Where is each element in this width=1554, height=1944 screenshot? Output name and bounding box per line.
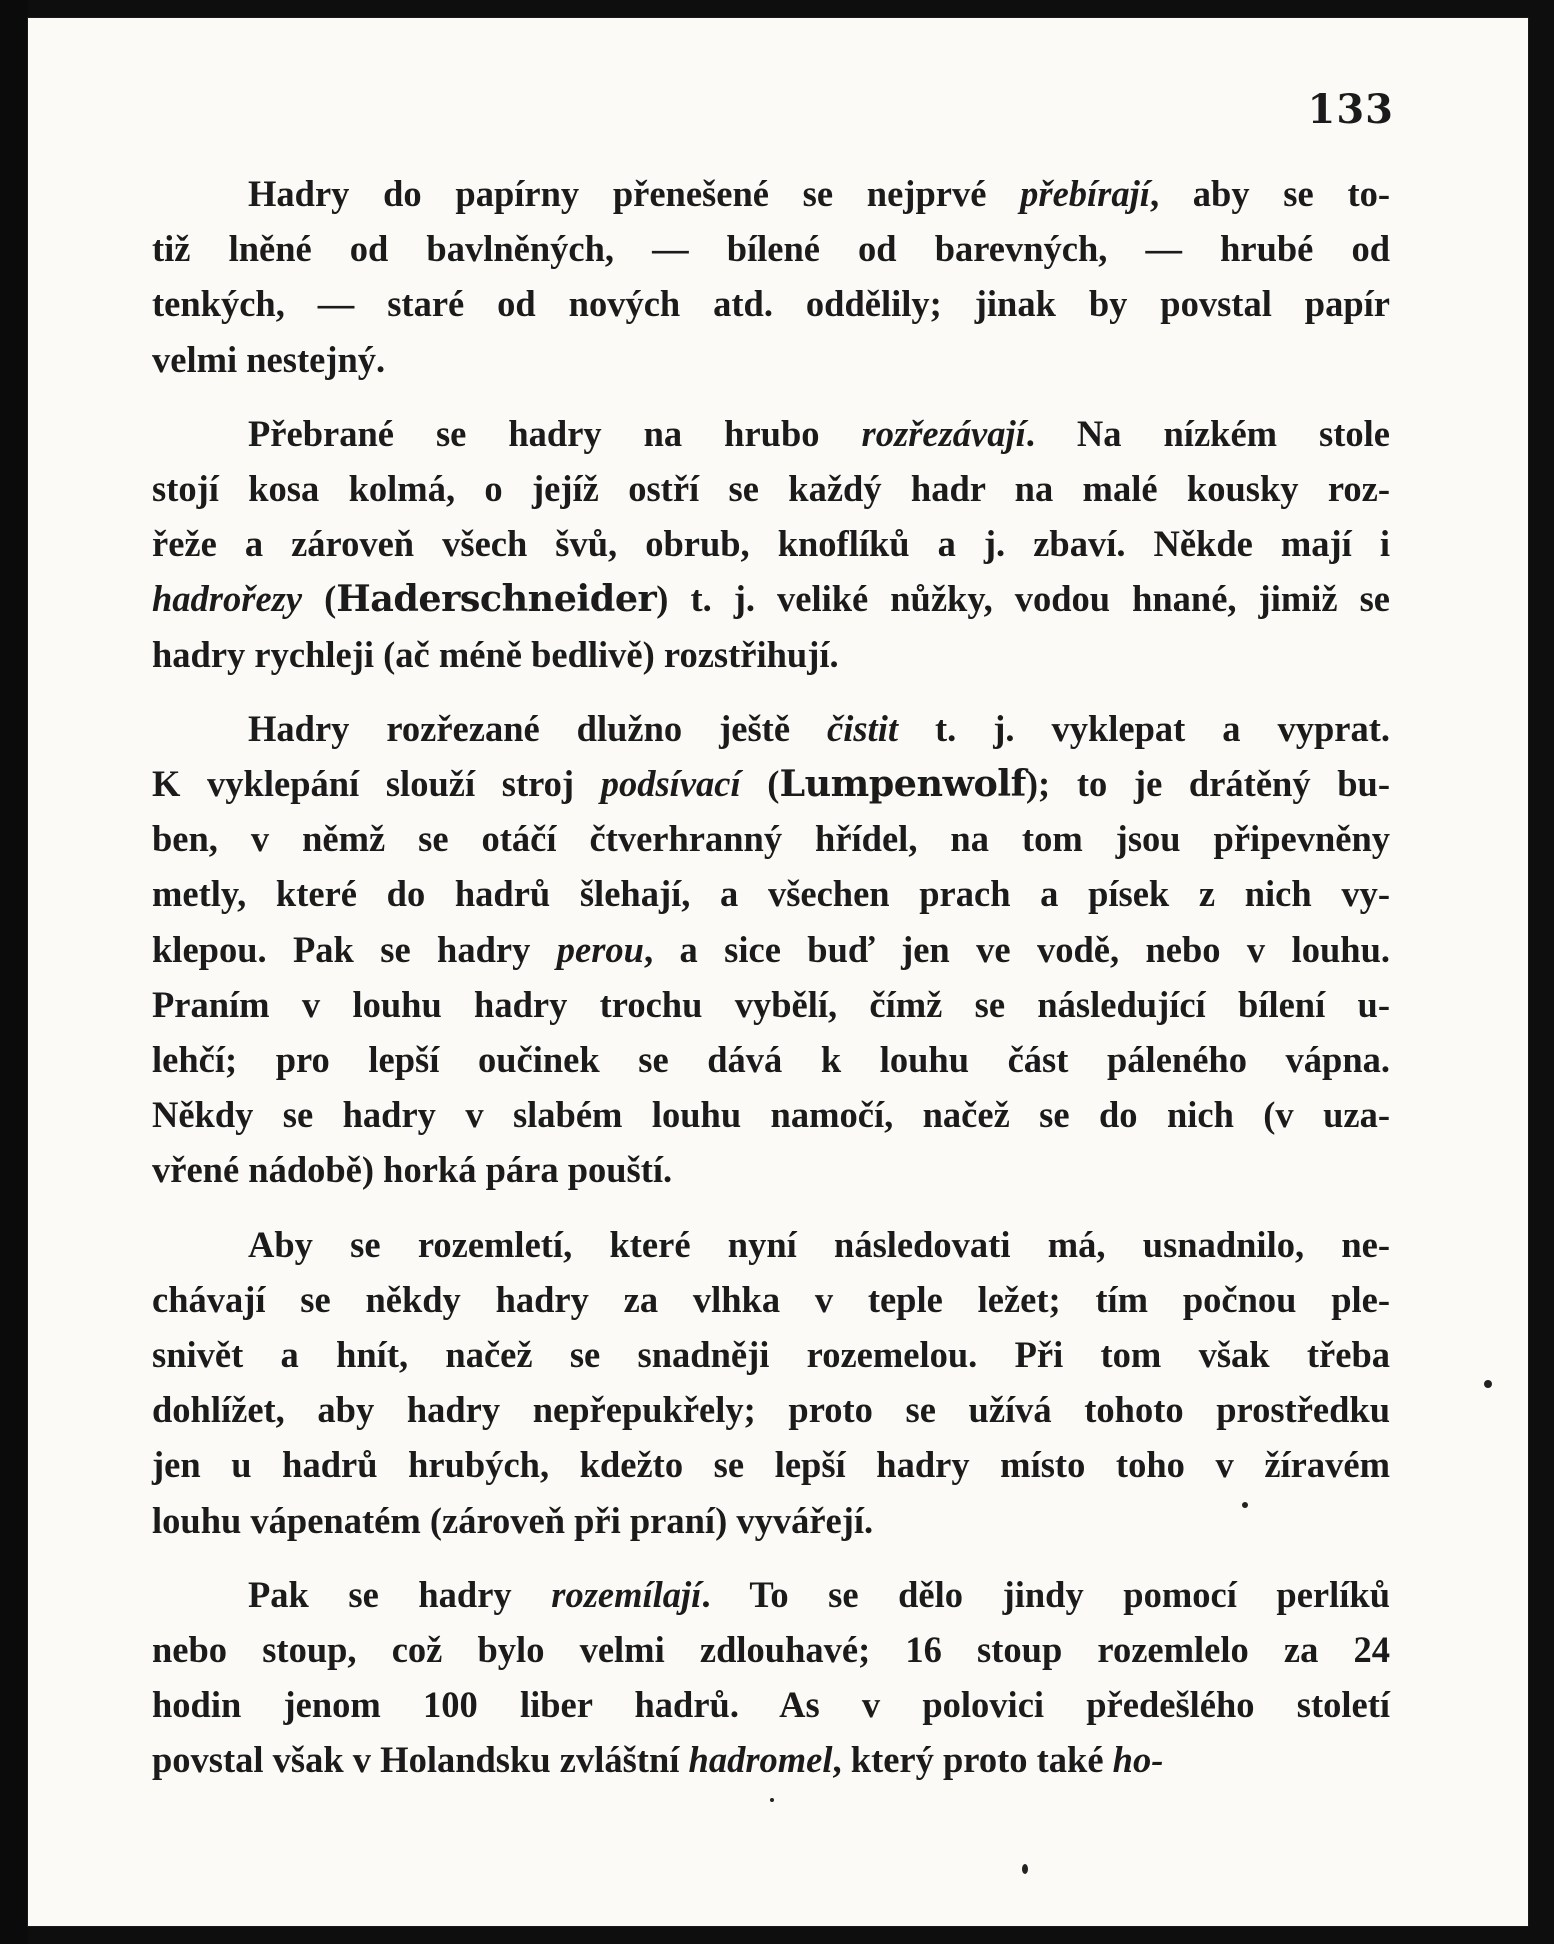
page-number: 133 bbox=[1307, 86, 1394, 133]
text-line bbox=[152, 332, 1390, 387]
text-run: řeže a zároveň všech švů, obrub, knoflíků a j. zbaví. Někde mají i bbox=[152, 523, 1390, 565]
text-line bbox=[152, 166, 1390, 221]
text-line bbox=[152, 461, 1390, 516]
text-line bbox=[152, 276, 1390, 331]
emphasized-term: hadrořezy bbox=[152, 578, 303, 620]
emphasized-term: hadromel bbox=[688, 1739, 833, 1781]
text-line bbox=[152, 1142, 1390, 1197]
text-run: lehčí; pro lepší oučinek se dává k louhu část páleného vápna. bbox=[152, 1039, 1390, 1081]
text-line bbox=[152, 1437, 1390, 1492]
text-run: ( bbox=[302, 578, 337, 620]
text-run: , a sice buď jen ve vodě, nebo v louhu. bbox=[643, 928, 1390, 970]
emphasized-term: podsívací bbox=[600, 763, 741, 805]
emphasized-term: ho- bbox=[1112, 1739, 1164, 1781]
text-run: snivět a hnít, načež se snadněji rozemelou. Při tom však třeba bbox=[152, 1334, 1390, 1376]
text-line bbox=[152, 1087, 1390, 1142]
text-line bbox=[152, 1732, 1390, 1787]
text-run: tenkých, — staré od nových atd. oddělily; jinak by povstal papír bbox=[152, 283, 1390, 325]
text-line bbox=[152, 627, 1390, 682]
text-line bbox=[152, 406, 1390, 461]
scan-border bbox=[0, 0, 28, 1944]
text-line bbox=[152, 1382, 1390, 1437]
text-run: t. j. vyklepat a vyprat. bbox=[897, 707, 1391, 749]
text-line bbox=[152, 1622, 1390, 1677]
scan-speck bbox=[1022, 1864, 1028, 1874]
text-run: metly, které do hadrů šlehají, a všechen prach a písek z nich vy- bbox=[152, 873, 1390, 915]
text-run: . To se dělo jindy pomocí perlíků bbox=[701, 1573, 1390, 1615]
text-run: klepou. Pak se hadry bbox=[152, 928, 557, 970]
text-run: nebo stoup, což bylo velmi zdlouhavé; 16 stoup rozemlelo za 24 bbox=[152, 1629, 1390, 1671]
scan-speck bbox=[1242, 1502, 1248, 1508]
paragraph bbox=[152, 406, 1390, 682]
text-run: ) t. j. veliké nůžky, vodou hnané, jimiž se bbox=[656, 578, 1390, 620]
text-run: povstal však v Holandsku zvláštní bbox=[152, 1739, 689, 1781]
scan-speck bbox=[1484, 1380, 1492, 1388]
emphasized-term: přebírají bbox=[1020, 173, 1150, 214]
text-run: ( bbox=[740, 763, 780, 805]
text-run: Hadry rozřezané dlužno ještě bbox=[248, 707, 828, 749]
text-line bbox=[152, 701, 1390, 756]
paragraph bbox=[152, 1217, 1390, 1548]
text-line bbox=[152, 1677, 1390, 1732]
text-line bbox=[152, 1327, 1390, 1382]
text-run: . Na nízkém stole bbox=[1025, 412, 1390, 454]
text-line bbox=[152, 1032, 1390, 1087]
emphasized-term: perou bbox=[556, 928, 644, 970]
text-line bbox=[152, 1217, 1390, 1272]
text-line bbox=[152, 866, 1390, 921]
emphasized-term: rozřezávají bbox=[861, 412, 1026, 454]
text-run: ); to je drátěný bu- bbox=[1025, 763, 1390, 805]
text-line bbox=[152, 1567, 1390, 1622]
text-line bbox=[152, 756, 1390, 811]
text-run: jen u hadrů hrubých, kdežto se lepší hadry místo toho v žíravém bbox=[152, 1444, 1390, 1486]
text-run: Praním v louhu hadry trochu vybělí, čímž se následující bílení u- bbox=[152, 983, 1390, 1025]
text-line bbox=[152, 516, 1390, 571]
text-run: stojí kosa kolmá, o jejíž ostří se každý hadr na malé kousky roz- bbox=[152, 468, 1390, 510]
text-run: chávají se někdy hadry za vlhka v teple ležet; tím počnou ple- bbox=[152, 1278, 1390, 1320]
text-run: Někdy se hadry v slabém louhu namočí, načež se do nich (v uza- bbox=[152, 1094, 1390, 1136]
text-run: Aby se rozemletí, které nyní následovati má, usnadnilo, ne- bbox=[248, 1223, 1390, 1265]
text-line bbox=[152, 1493, 1390, 1548]
text-run: louhu vápenatém (zároveň při praní) vyvářejí. bbox=[152, 1499, 874, 1541]
text-run: tiž lněné od bavlněných, — bílené od barevných, — hrubé od bbox=[152, 228, 1390, 270]
text-run: Pak se hadry bbox=[248, 1573, 552, 1615]
paragraph bbox=[152, 166, 1390, 387]
text-run: hadry rychleji (ač méně bedlivě) rozstřihují. bbox=[152, 633, 839, 675]
german-term: Haderschneider bbox=[336, 577, 657, 621]
text-line bbox=[152, 922, 1390, 977]
text-line bbox=[152, 1272, 1390, 1327]
text-run: Přebrané se hadry na hrubo bbox=[248, 412, 862, 454]
text-run: velmi nestejný. bbox=[152, 338, 386, 380]
text-line bbox=[152, 811, 1390, 866]
text-run: ben, v němž se otáčí čtverhranný hřídel, na tom jsou připevněny bbox=[152, 818, 1390, 860]
text-run: Hadry do papírny přenešené se nejprvé bbox=[248, 173, 1021, 214]
text-line bbox=[152, 977, 1390, 1032]
book-page bbox=[28, 18, 1528, 1926]
german-term: Lumpenwolf bbox=[779, 762, 1026, 806]
body-text bbox=[152, 166, 1390, 1807]
text-line bbox=[152, 221, 1390, 276]
text-run: vřené nádobě) horká pára pouští. bbox=[152, 1149, 673, 1191]
text-run: , který proto také bbox=[832, 1739, 1113, 1781]
emphasized-term: čistit bbox=[827, 707, 898, 749]
text-run: hodin jenom 100 liber hadrů. As v polovici předešlého století bbox=[152, 1684, 1390, 1726]
text-run: , aby se to- bbox=[1149, 173, 1390, 214]
paragraph bbox=[152, 701, 1390, 1198]
text-run: dohlížet, aby hadry nepřepukřely; proto se užívá tohoto prostředku bbox=[152, 1389, 1390, 1431]
text-line bbox=[152, 571, 1390, 626]
scan-speck bbox=[770, 1798, 774, 1802]
paragraph bbox=[152, 1567, 1390, 1788]
text-run: K vyklepání slouží stroj bbox=[152, 763, 601, 805]
emphasized-term: rozemílají bbox=[551, 1573, 702, 1615]
